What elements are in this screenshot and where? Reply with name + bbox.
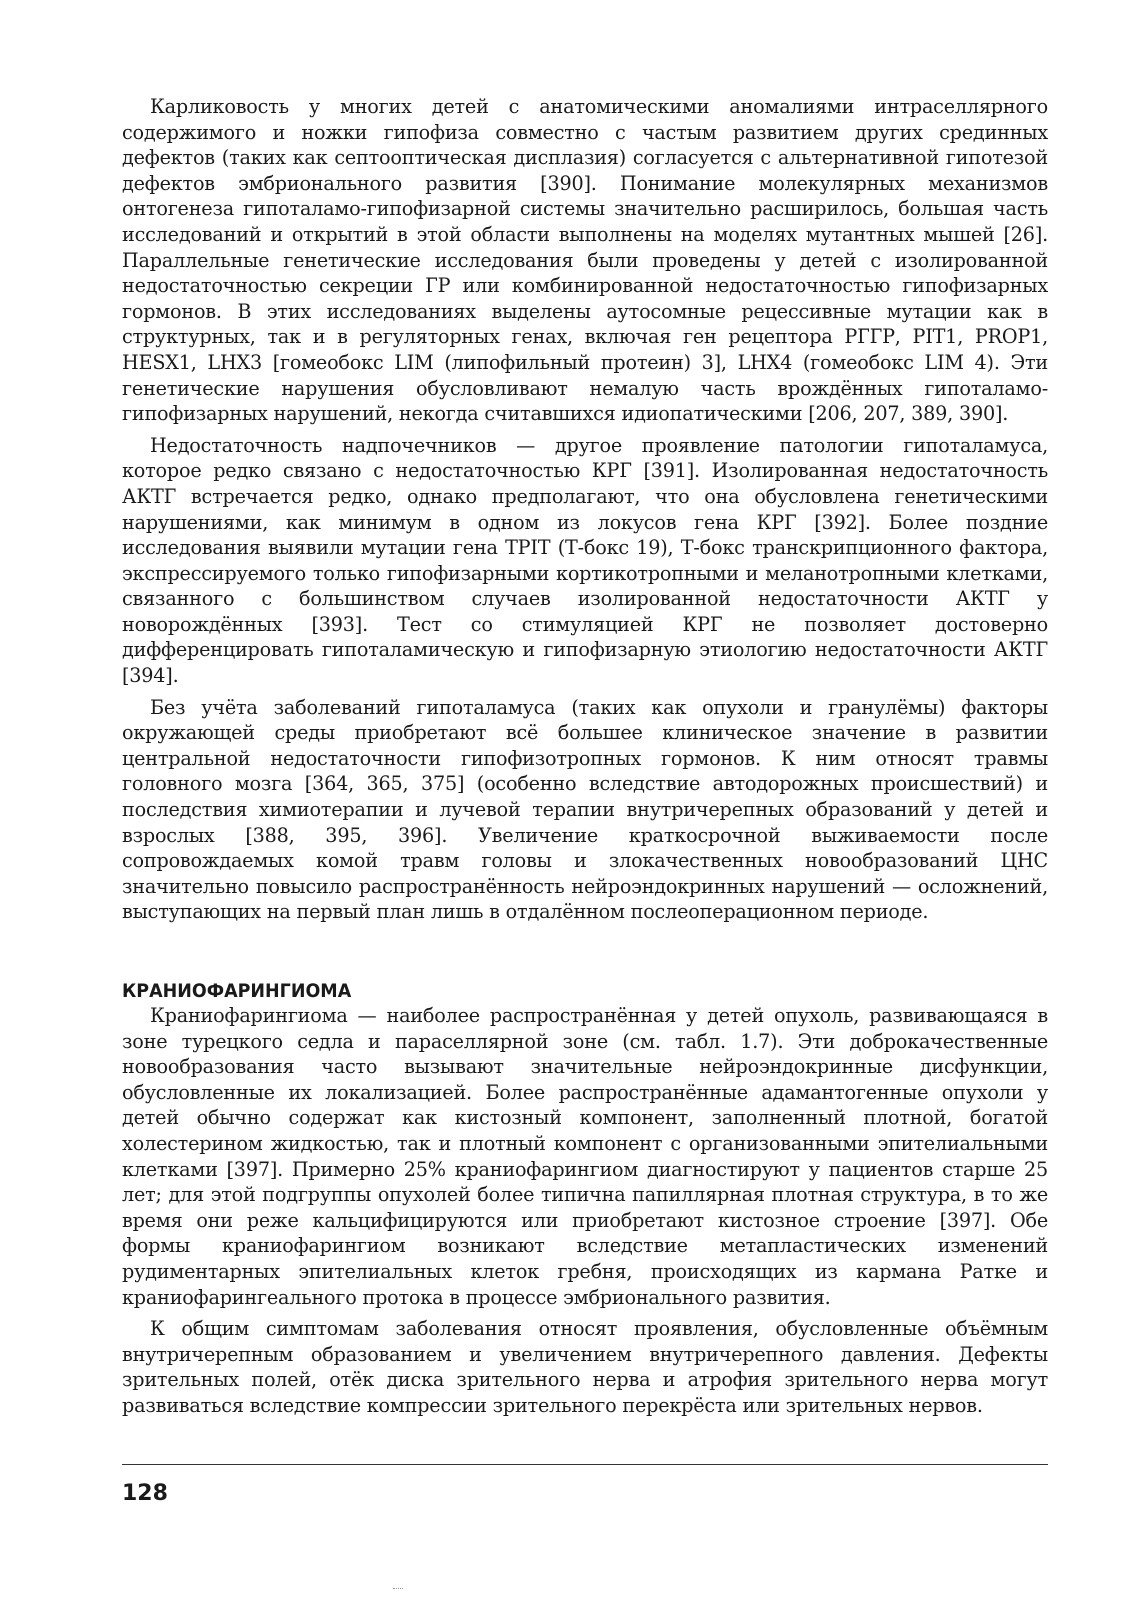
section-heading: КРАНИОФАРИНГИОМА — [122, 980, 352, 1002]
paragraph-adrenal-insufficiency: Недостаточность надпочечников — другое проявление патологии гипоталамуса, которое редко связано с недостаточностью КРГ [391]. Изолированная недостаточность АКТГ встречается редко, однако предполагают, что она обусловлена генетическими нарушениями, как минимум в одном из локусов гена КРГ [392]. Более поздние исследования выявили мутации гена TPIT (Т-бокс 19), Т-бокс транскрипционного фактора, экспрессируемого только гипофизарными кортикотропными и меланотропными клетками, связанного с большинством случаев изолированной недостаточности АКТГ у новорождённых [393]. Тест со стимуляцией КРГ не позволяет достоверно дифференцировать гипоталамическую и гипофизарную этиологию недостаточности АКТГ [394]. — [122, 433, 1048, 688]
page-number: 128 — [122, 1481, 168, 1506]
paragraph-craniopharyngioma-symptoms: К общим симптомам заболевания относят проявления, обусловленные объёмным внутричерепным образованием и увеличением внутричерепного давления. Дефекты зрительных полей, отёк диска зрительного нерва и атрофия зрительного нерва могут развиваться вследствие компрессии зрительного перекрёста или зрительных нервов. — [122, 1317, 1048, 1417]
paragraph-dwarfism-genetics: Карликовость у многих детей с анатомическими аномалиями интраселлярного содержимого и ножки гипофиза совместно с частым развитием других срединных дефектов (таких как септооптическая дисплазия) согласуется с альтернативной гипотезой дефектов эмбрионального развития [390]. Понимание молекулярных механизмов онтогенеза гипоталамо-гипофизарной системы значительно расширилось, большая часть исследований и открытий в этой области выполнены на моделях мутантных мышей [26]. Параллельные генетические исследования были проведены у детей с изолированной недостаточностью секреции ГР или комбинированной недостаточностью гипофизарных гормонов. В этих исследованиях выделены аутосомные рецессивные мутации как в структурных, так и в регуляторных генах, включая ген рецептора РГГР, PIT1, PROP1, HESX1, LHX3 [гомеобокс LIM (липофильный протеин) 3], LHX4 (гомеобокс LIM 4). Эти генетические нарушения обусловливают немалую часть врождённых гипоталамо-гипофизарных нарушений, некогда считавшихся идиопатическими [206, 207, 389, 390]. — [122, 95, 1048, 426]
body-text-section — [122, 1003, 1048, 1419]
footer-divider — [122, 1464, 1048, 1465]
body-text-top — [122, 94, 1048, 925]
scan-artifact — [393, 1588, 403, 1589]
paragraph-craniopharyngioma-overview: Краниофарингиома — наиболее распространённая у детей опухоль, развивающаяся в зоне турецкого седла и параселлярной зоне (см. табл. 1.7). Эти доброкачественные новообразования часто вызывают значительные нейроэндокринные дисфункции, обусловленные их локализацией. Более распространённые адамантогенные опухоли у детей обычно содержат как кистозный компонент, заполненный плотной, богатой холестерином жидкостью, так и плотный компонент с организованными эпителиальными клетками [397]. Примерно 25% краниофарингиом диагностируют у пациентов старше 25 лет; для этой подгруппы опухолей более типична папиллярная плотная структура, в то же время они реже кальцифицируются или приобретают кистозное строение [397]. Обе формы краниофарингиом возникают вследствие метапластических изменений рудиментарных эпителиальных клеток гребня, происходящих из кармана Ратке и краниофарингеального протока в процессе эмбрионального развития. — [122, 1004, 1048, 1309]
paragraph-environmental-factors: Без учёта заболеваний гипоталамуса (таких как опухоли и гранулёмы) факторы окружающей среды приобретают всё большее клиническое значение в развитии центральной недостаточности гипофизотропных гормонов. К ним относят травмы головного мозга [364, 365, 375] (особенно вследствие автодорожных происшествий) и последствия химиотерапии и лучевой терапии внутричерепных образований у детей и взрослых [388, 395, 396]. Увеличение краткосрочной выживаемости после сопровождаемых комой травм головы и злокачественных новообразований ЦНС значительно повысило распространённость нейроэндокринных нарушений — осложнений, выступающих на первый план лишь в отдалённом послеоперационном периоде. — [122, 695, 1048, 924]
